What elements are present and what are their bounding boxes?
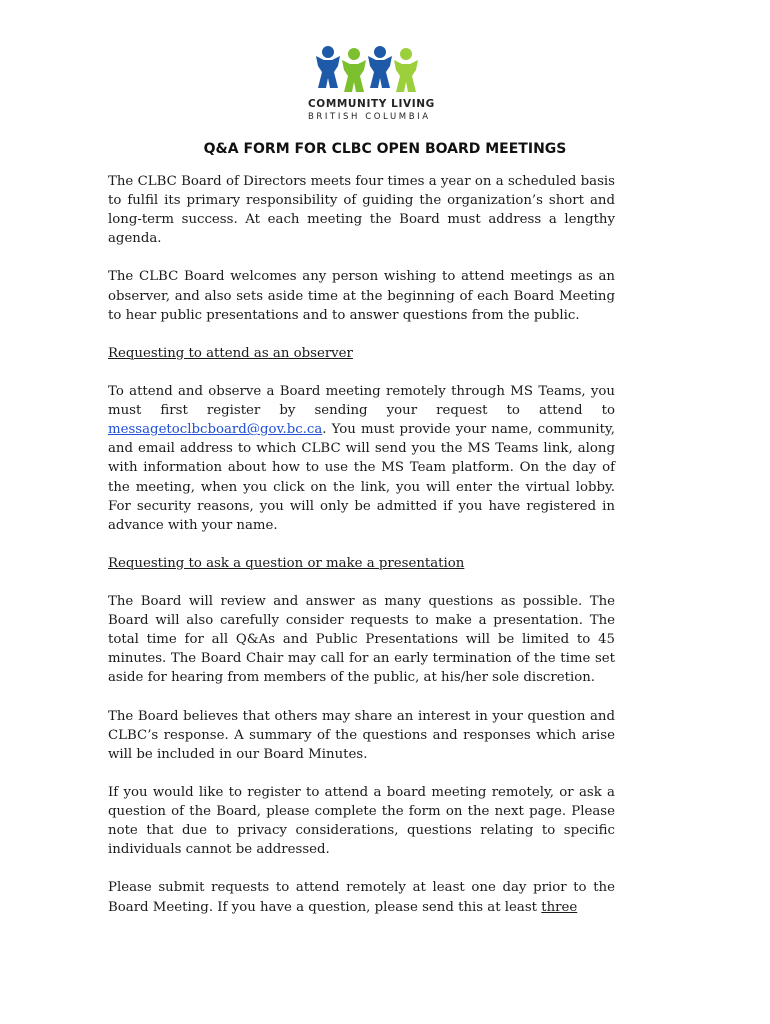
paragraph-observer: [108, 382, 615, 535]
paragraph-summary: The Board believes that others may share an interest in your question and CLBC’s response. A summary of the questions and responses which arise will be included in our Board Minutes.: [108, 708, 615, 762]
heading-observer: Requesting to attend as an observer: [108, 345, 353, 361]
email-link[interactable]: messagetoclbcboard@gov.bc.ca: [108, 422, 323, 438]
paragraph-register: If you would like to register to attend a board meeting remotely, or ask a question of the Board, please complete the form on the next page. Please note that due to privacy considerations, questions relating to specific individuals cannot be addressed.: [108, 785, 615, 858]
people-figures-icon: [314, 44, 424, 96]
logo-line-2: BRITISH COLUMBIA: [308, 112, 431, 122]
observer-text-end: . You must provide your name, community, and email address to which CLBC will send you the MS Teams link, along with information about how to use the MS Team platform. On the day of the meeting, when you click on the link, you will enter the virtual lobby. For security reasons, you will only be admitted if you have registered in advance with your name.: [108, 422, 615, 533]
paragraph-intro: The CLBC Board of Directors meets four times a year on a scheduled basis to fulfil its primary responsibility of guiding the organization’s short and long-term success. At each meeting the Board must address a lengthy agenda.: [108, 174, 615, 247]
paragraph-welcome: The CLBC Board welcomes any person wishing to attend meetings as an observer, and also sets aside time at the beginning of each Board Meeting to hear public presentations and to answer questions from the public.: [108, 269, 615, 323]
page-title: Q&A FORM FOR CLBC OPEN BOARD MEETINGS: [203, 141, 567, 157]
paragraph-review: The Board will review and answer as many questions as possible. The Board will also carefully consider requests to make a presentation. The total time for all Q&As and Public Presentations will be limited to 45 minutes. The Board Chair may call for an early termination of the time set aside for hearing from members of the public, at his/her sole discretion.: [108, 594, 615, 686]
submit-text: Please submit requests to attend remotely at least one day prior to the Board Meeting. If you have a question, please send this at least: [108, 880, 615, 915]
clbc-logo: [300, 44, 450, 124]
paragraph-submit: [108, 878, 615, 916]
observer-text-start: To attend and observe a Board meeting remotely through MS Teams, you must first register by sending your request to attend to: [108, 384, 615, 419]
heading-question: Requesting to ask a question or make a presentation: [108, 555, 465, 571]
submit-underlined: three: [541, 899, 578, 915]
document-body: [108, 172, 615, 936]
logo-line-1: COMMUNITY LIVING: [308, 98, 435, 110]
